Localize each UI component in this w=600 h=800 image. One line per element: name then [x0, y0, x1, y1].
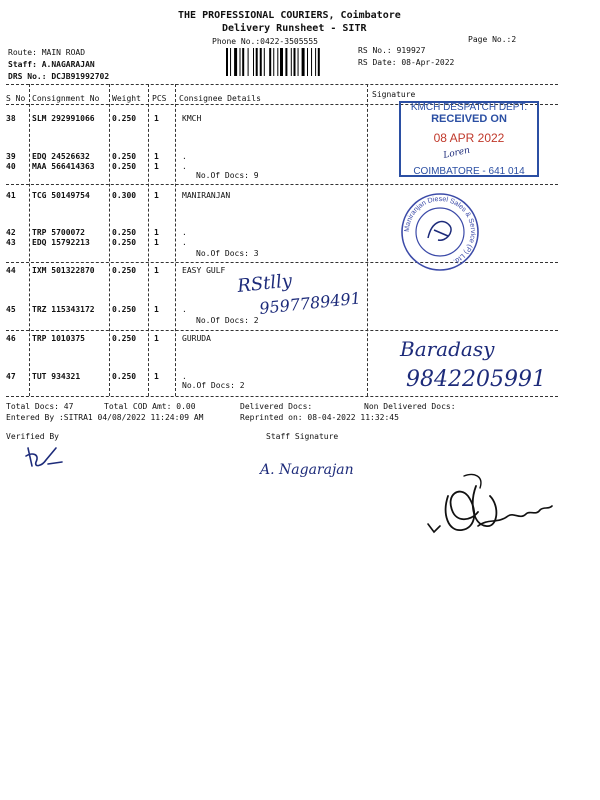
- phone-number: Phone No.:0422-3505555: [212, 37, 318, 46]
- rs-date: RS Date: 08-Apr-2022: [358, 58, 455, 67]
- row-consignment-no: TCG 50149754: [32, 191, 90, 200]
- row-sno: 38: [6, 114, 16, 123]
- row-pcs: 1: [154, 372, 159, 381]
- row-consignee-details: KMCH: [182, 114, 202, 123]
- row-weight: 0.250: [112, 372, 137, 381]
- drs-number: DRS No.: DCJB91992702: [8, 72, 110, 81]
- row-consignee-details: GURUDA: [182, 334, 211, 343]
- barcode-bar: [302, 48, 305, 76]
- barcode-bar: [230, 48, 231, 76]
- row-pcs: 1: [154, 305, 159, 314]
- row-consignee-details: EASY GULF: [182, 266, 226, 275]
- staff-signature-label: Staff Signature: [266, 432, 339, 441]
- barcode-bar: [256, 48, 258, 76]
- barcode-bar: [242, 48, 244, 76]
- row-pcs: 1: [154, 228, 159, 237]
- row-sno: 44: [6, 266, 16, 275]
- row-consignment-no: MAA 566414363: [32, 162, 95, 171]
- row-consignee-details: .: [182, 228, 187, 237]
- column-divider: [367, 84, 368, 396]
- stamp-line2: RECEIVED ON: [431, 113, 507, 125]
- row-pcs: 1: [154, 266, 159, 275]
- row-consignment-no: EDQ 24526632: [32, 152, 90, 161]
- barcode-bar: [277, 48, 278, 76]
- row-consignee-details: .: [182, 305, 187, 314]
- row-consignment-no: IXM 501322870: [32, 266, 95, 275]
- page-number: Page No.:2: [468, 35, 517, 44]
- row-pcs: 1: [154, 238, 159, 247]
- rs-number: RS No.: 919927: [358, 46, 426, 55]
- col-header-consignment: Consignment No: [32, 94, 100, 103]
- group-note: No.Of Docs: 3: [196, 249, 259, 258]
- verified-by-label: Verified By: [6, 432, 59, 441]
- column-divider: [148, 84, 149, 396]
- row-weight: 0.250: [112, 114, 137, 123]
- route: Route: MAIN ROAD: [8, 48, 86, 57]
- row-sno: 45: [6, 305, 16, 314]
- barcode: [226, 48, 346, 76]
- barcode-bar: [226, 48, 228, 76]
- row-consignee-details: MANIRANJAN: [182, 191, 231, 200]
- col-header-sno: S No: [6, 94, 26, 103]
- barcode-bar: [260, 48, 262, 76]
- seal-ring-text: Maniranjan Diesel Sales & Service (P) Ltd.: [403, 195, 477, 265]
- barcode-bar: [269, 48, 271, 76]
- group-note: No.Of Docs: 9: [196, 171, 259, 180]
- group-rule: [6, 330, 558, 331]
- row-consignment-no: TRZ 115343172: [32, 305, 95, 314]
- column-divider: [109, 84, 110, 396]
- row-weight: 0.250: [112, 334, 137, 343]
- row-sno: 40: [6, 162, 16, 171]
- barcode-bar: [315, 48, 316, 76]
- row-weight: 0.250: [112, 238, 137, 247]
- svg-text:9842205991: 9842205991: [406, 367, 546, 392]
- column-divider: [175, 84, 176, 396]
- non-delivered-docs: Non Delivered Docs:: [364, 402, 456, 411]
- column-divider: [29, 84, 30, 396]
- row-sno: 42: [6, 228, 16, 237]
- reprinted-on: Reprinted on: 08-04-2022 11:32:45: [240, 413, 399, 422]
- staff-signature: [256, 452, 366, 486]
- group-note: No.Of Docs: 2: [182, 381, 245, 390]
- svg-text:RStlly: RStlly: [236, 270, 294, 297]
- barcode-bar: [240, 48, 241, 76]
- barcode-bar: [234, 48, 237, 76]
- row-weight: 0.250: [112, 266, 137, 275]
- col-header-pcs: PCS: [152, 94, 167, 103]
- phone-note-46: [404, 362, 544, 394]
- barcode-bar: [311, 48, 312, 76]
- received-stamp: [396, 98, 542, 180]
- barcode-bar: [280, 48, 283, 76]
- row-weight: 0.250: [112, 162, 137, 171]
- barcode-bar: [248, 48, 249, 76]
- barcode-bar: [307, 48, 308, 76]
- verifier-signature: [22, 442, 68, 472]
- seal-signature-mark: [428, 222, 451, 241]
- total-cod: Total COD Amt: 0.00: [104, 402, 196, 411]
- barcode-bar: [318, 48, 320, 76]
- barcode-bar: [264, 48, 265, 76]
- row-weight: 0.250: [112, 305, 137, 314]
- col-header-weight: Weight: [112, 94, 141, 103]
- row-consignee-details: .: [182, 372, 187, 381]
- row-sno: 46: [6, 334, 16, 343]
- barcode-bar: [294, 48, 296, 76]
- row-sno: 39: [6, 152, 16, 161]
- document-title: Delivery Runsheet - SITR: [222, 23, 367, 34]
- stamp-city: COIMBATORE - 641 014: [413, 166, 525, 177]
- row-pcs: 1: [154, 152, 159, 161]
- svg-text:A. Nagarajan: A. Nagarajan: [260, 462, 354, 478]
- svg-text:Baradasy: Baradasy: [400, 337, 495, 361]
- entered-by: Entered By :SITRA1 04/08/2022 11:24:09 AM: [6, 413, 204, 422]
- phone-note-44: [258, 288, 388, 322]
- barcode-bar: [285, 48, 287, 76]
- svg-text:9597789491: 9597789491: [258, 288, 362, 318]
- row-weight: 0.250: [112, 228, 137, 237]
- total-docs: Total Docs: 47: [6, 402, 74, 411]
- col-header-signature: Signature: [372, 90, 416, 99]
- stamp-line1: KMCH DESPATCH DEPT.: [410, 102, 528, 113]
- row-weight: 0.300: [112, 191, 137, 200]
- table-bottom-rule: [6, 396, 558, 397]
- row-consignee-details: .: [182, 152, 187, 161]
- barcode-bar: [273, 48, 274, 76]
- stamp-initials: Loren: [442, 145, 471, 161]
- group-rule: [6, 184, 558, 185]
- company-name: THE PROFESSIONAL COURIERS, Coimbatore: [178, 10, 401, 21]
- row-weight: 0.250: [112, 152, 137, 161]
- group-note: No.Of Docs: 2: [196, 316, 259, 325]
- table-top-rule: [6, 84, 558, 85]
- row-sno: 43: [6, 238, 16, 247]
- delivered-docs: Delivered Docs:: [240, 402, 313, 411]
- row-sno: 47: [6, 372, 16, 381]
- row-consignee-details: .: [182, 238, 187, 247]
- row-pcs: 1: [154, 162, 159, 171]
- company-seal: [398, 190, 482, 274]
- row-pcs: 1: [154, 334, 159, 343]
- stamp-date: 08 APR 2022: [433, 131, 505, 145]
- row-consignment-no: TUT 934321: [32, 372, 81, 381]
- row-sno: 41: [6, 191, 16, 200]
- row-consignment-no: SLM 292991066: [32, 114, 95, 123]
- row-consignment-no: TRP 1010375: [32, 334, 85, 343]
- col-header-consignee: Consignee Details: [179, 94, 261, 103]
- row-consignment-no: EDQ 15792213: [32, 238, 90, 247]
- row-pcs: 1: [154, 191, 159, 200]
- row-consignment-no: TRP 5700072: [32, 228, 85, 237]
- consignee-signature-46: [398, 334, 528, 364]
- large-signature-scribble: [418, 466, 558, 546]
- barcode-bar: [291, 48, 292, 76]
- row-pcs: 1: [154, 114, 159, 123]
- row-consignee-details: .: [182, 162, 187, 171]
- barcode-bar: [253, 48, 254, 76]
- barcode-bar: [298, 48, 299, 76]
- staff-name: Staff: A.NAGARAJAN: [8, 60, 95, 69]
